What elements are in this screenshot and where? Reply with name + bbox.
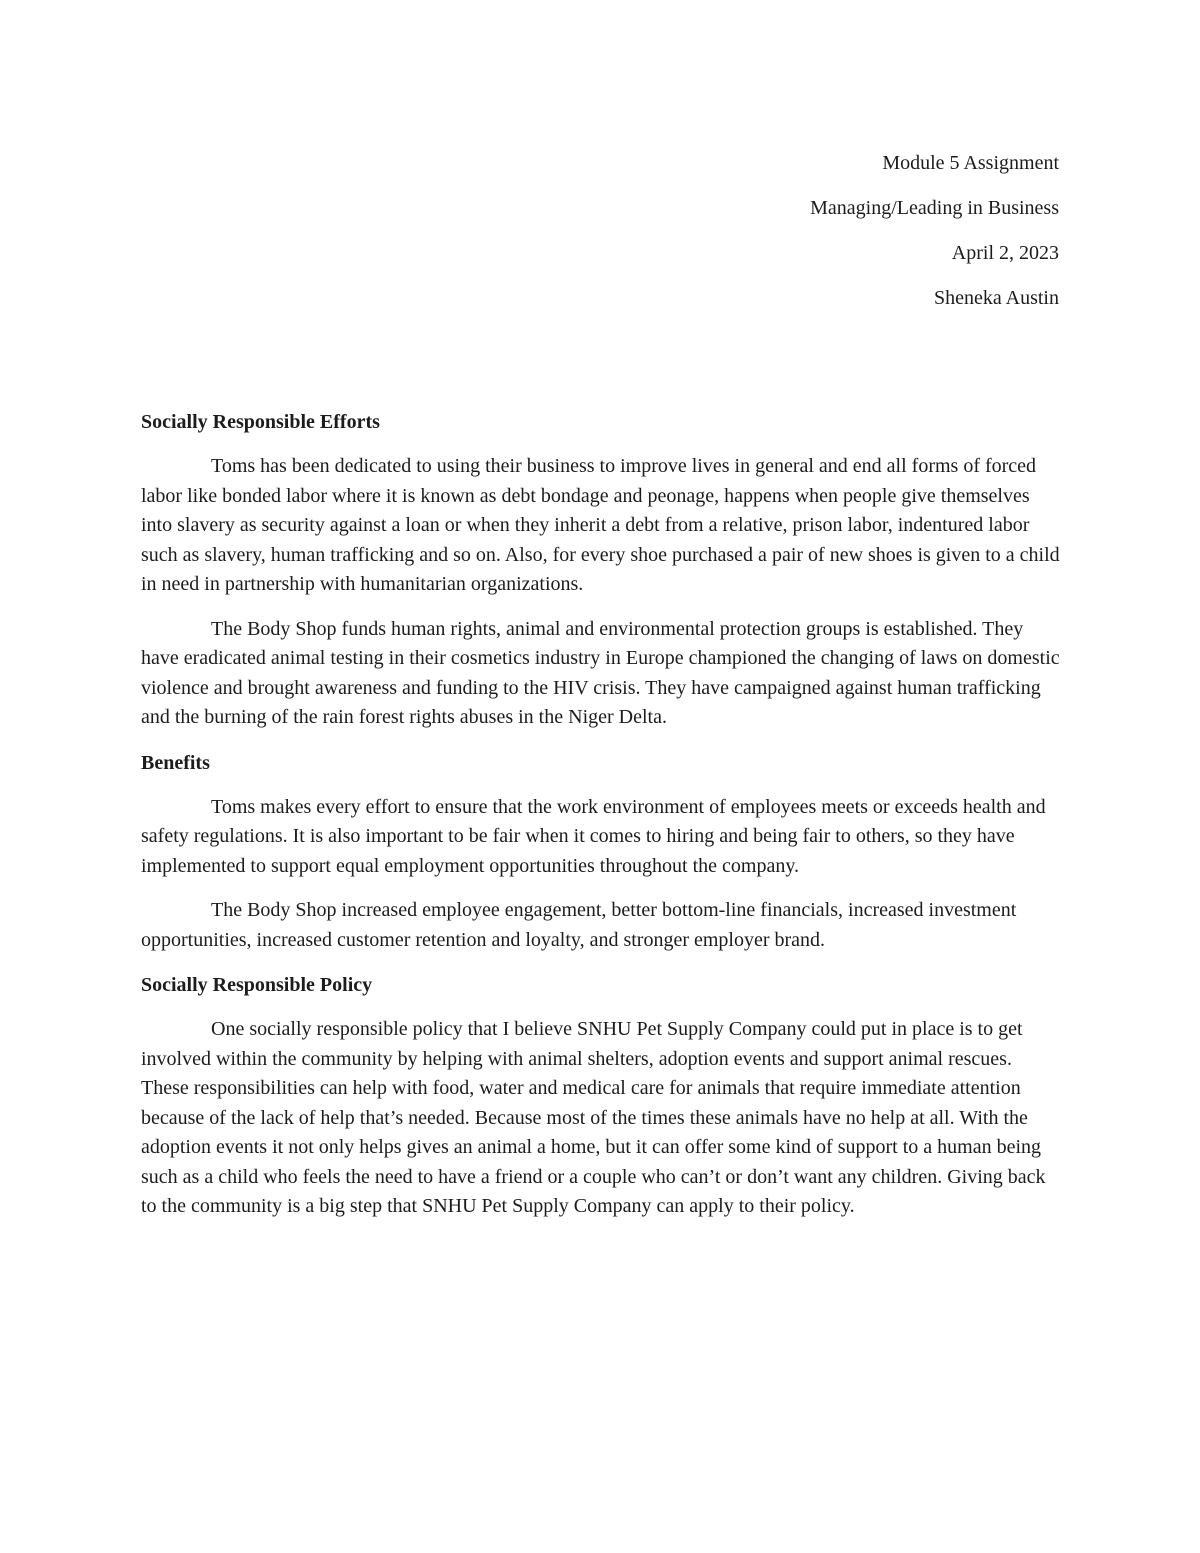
section-heading: Socially Responsible Efforts — [141, 411, 380, 433]
paragraph: The Body Shop increased employee engagement, better bottom-line financials, increased investment opportunities, increased customer retention and loyalty, and stronger employer brand. — [141, 899, 1017, 951]
section-heading: Socially Responsible Policy — [141, 974, 373, 996]
section-socially-responsible-efforts — [141, 407, 1061, 733]
course-name: Managing/Leading in Business — [810, 197, 1059, 219]
document-date: April 2, 2023 — [951, 242, 1059, 264]
document-body — [141, 407, 1061, 1237]
author-name: Sheneka Austin — [934, 287, 1059, 309]
section-socially-responsible-policy — [141, 970, 1061, 1222]
section-heading: Benefits — [141, 751, 210, 774]
document-header — [810, 141, 1059, 321]
paragraph: Toms makes every effort to ensure that the work environment of employees meets or exceeds health and safety regulations. It is also important to be fair when it comes to hiring and being fair to others, so they have implemented to support equal employment opportunities throughout the company. — [141, 795, 1046, 877]
paragraph: Toms has been dedicated to using their business to improve lives in general and end all forms of forced labor like bonded labor where it is known as debt bondage and peonage, happens when people give themselves into slavery as security against a loan or when they inherit a debt from a relative, prison labor, indentured labor such as slavery, human trafficking and so on. Also, for every shoe purchased a pair of new shoes is given to a child in need in partnership with humanitarian organizations. — [141, 455, 1060, 595]
paragraph: The Body Shop funds human rights, animal and environmental protection groups is established. They have eradicated animal testing in their cosmetics industry in Europe championed the changing of laws on domestic violence and brought awareness and funding to the HIV crisis. They have campaigned against human trafficking and the burning of the rain forest rights abuses in the Niger Delta. — [141, 617, 1060, 728]
paragraph: One socially responsible policy that I believe SNHU Pet Supply Company could put in place is to get involved within the community by helping with animal shelters, adoption events and support animal rescues. These responsibilities can help with food, water and medical care for animals that require immediate attention because of the lack of help that’s needed. Because most of the times these animals have no help at all. With the adoption events it not only helps gives an animal a home, but it can offer some kind of support to a human being such as a child who feels the need to have a friend or a couple who can’t or don’t want any children. Giving back to the community is a big step that SNHU Pet Supply Company can apply to their policy. — [141, 1018, 1046, 1217]
section-benefits — [141, 748, 1061, 956]
assignment-title: Module 5 Assignment — [882, 152, 1059, 174]
